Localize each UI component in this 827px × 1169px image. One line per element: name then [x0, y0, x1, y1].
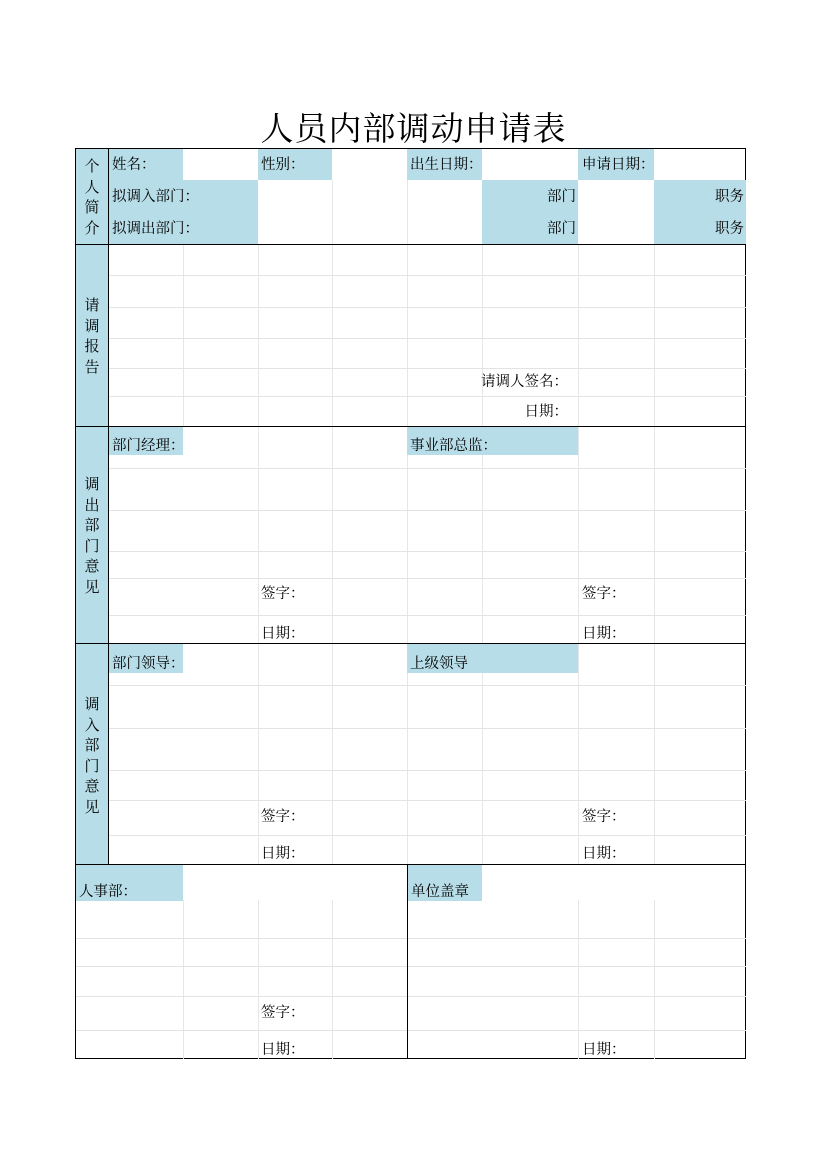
- out-dept-label: 部门: [547, 221, 576, 237]
- dept-leader-label: 部门领导：: [112, 656, 185, 672]
- superior-leader-label: 上级领导: [410, 656, 468, 672]
- out-director-sign-label: 签字：: [582, 586, 626, 602]
- hr-date-label: 日期：: [261, 1042, 305, 1058]
- section-report-label: 请 调 报 告: [84, 296, 100, 376]
- in-leader-sign-label: 签字：: [261, 809, 305, 825]
- out-manager-sign-label: 签字：: [261, 586, 305, 602]
- in-superior-sign-label: 签字：: [582, 809, 626, 825]
- in-leader-date-label: 日期：: [261, 846, 305, 862]
- seal-date-label: 日期：: [582, 1042, 626, 1058]
- gender-label: 性别：: [261, 157, 305, 173]
- transfer-out-dept-label: 拟调出部门：: [112, 221, 199, 237]
- hr-dept-label: 人事部：: [79, 884, 137, 900]
- out-position-label: 职务: [715, 221, 744, 237]
- division-director-label: 事业部总监：: [410, 438, 497, 454]
- name-label: 姓名：: [112, 157, 156, 173]
- form-frame: [75, 148, 746, 1059]
- in-superior-date-label: 日期：: [582, 846, 626, 862]
- report-date-label: 日期：: [524, 404, 568, 420]
- applicant-signature-label: 请调人签名：: [481, 374, 568, 390]
- section-in-dept-label: 调 入 部 门 意 见: [84, 695, 100, 816]
- hr-sign-label: 签字：: [261, 1005, 305, 1021]
- dept-manager-label: 部门经理：: [112, 438, 185, 454]
- transfer-in-dept-label: 拟调入部门：: [112, 189, 199, 205]
- in-position-label: 职务: [715, 189, 744, 205]
- section-out-dept-label: 调 出 部 门 意 见: [84, 475, 100, 596]
- out-manager-date-label: 日期：: [261, 626, 305, 642]
- company-seal-label: 单位盖章: [411, 884, 469, 900]
- out-director-date-label: 日期：: [582, 626, 626, 642]
- in-dept-label: 部门: [547, 189, 576, 205]
- apply-date-label: 申请日期：: [582, 157, 655, 173]
- section-personal-label: 个 人 简 介: [84, 157, 100, 237]
- page-title: 人员内部调动申请表: [260, 109, 567, 148]
- birth-date-label: 出生日期：: [410, 157, 483, 173]
